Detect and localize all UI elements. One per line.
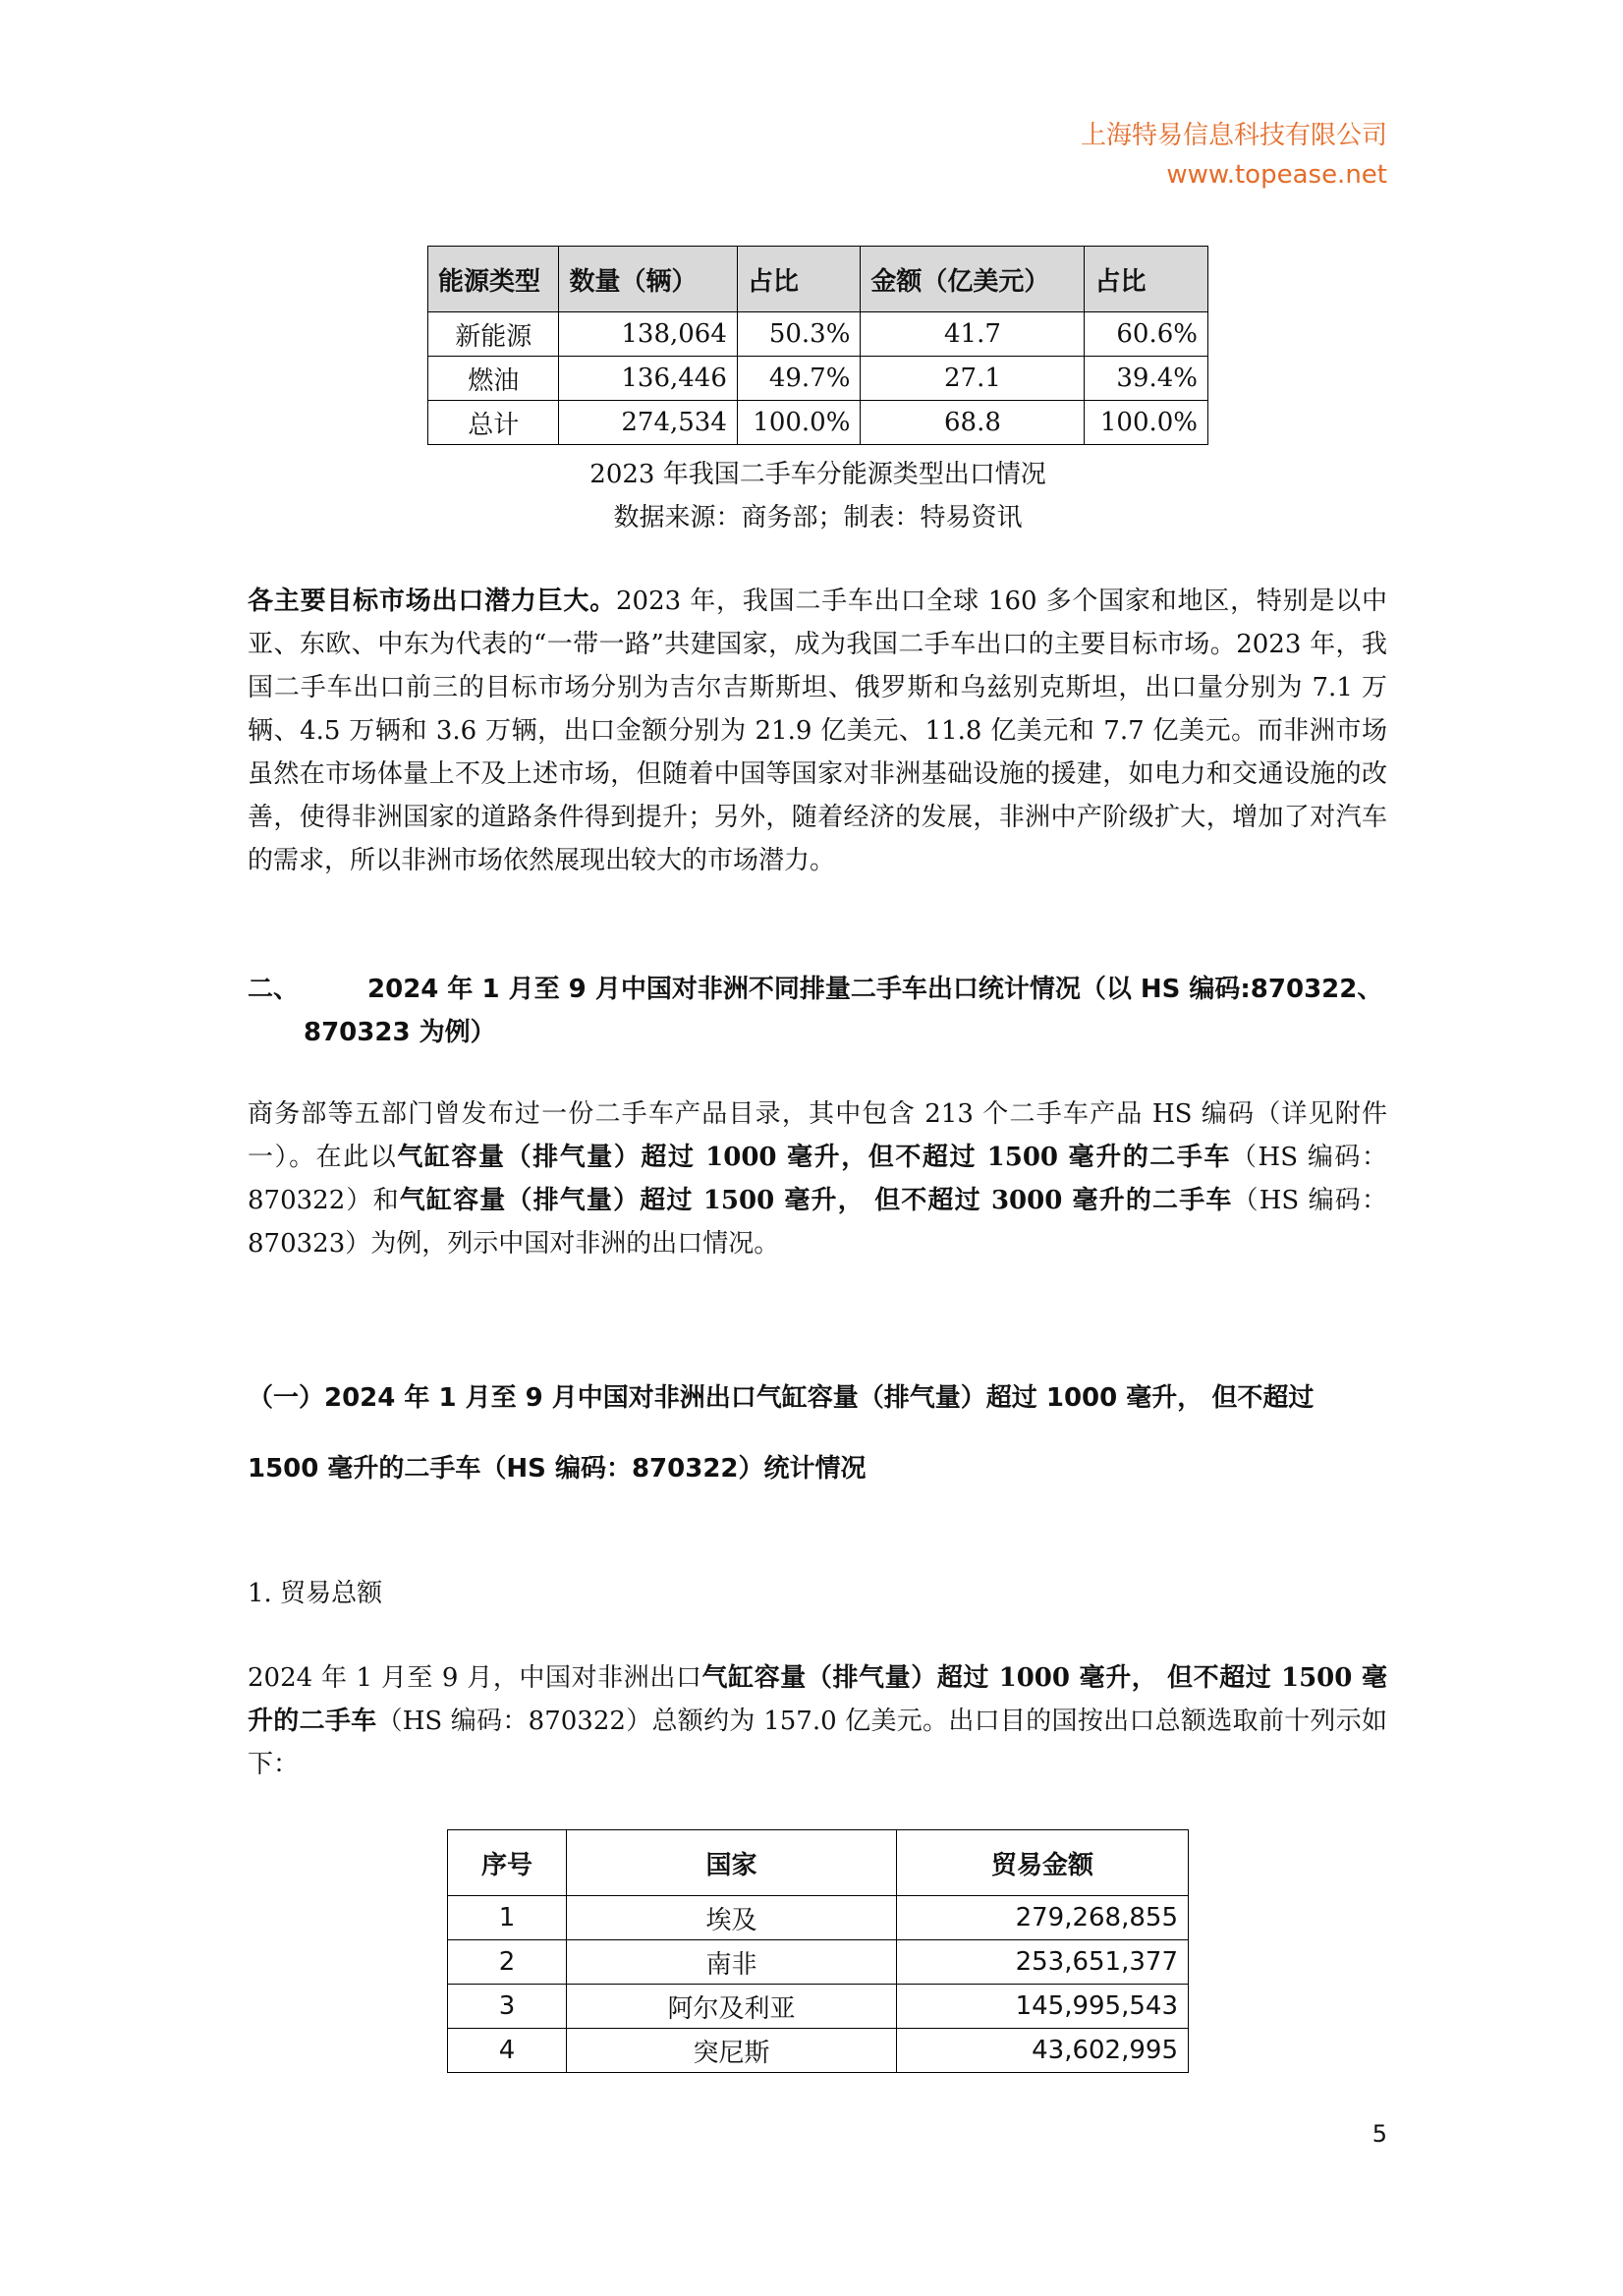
paragraph-text: 2024 年 1 月至 9 月，中国对非洲出口: [248, 1663, 702, 1693]
intro-paragraph: [248, 1092, 1387, 1265]
subsection-heading: [248, 1363, 1387, 1504]
paragraph-bold: 气缸容量（排气量）超过 1500 毫升， 但不超过 3000 毫升的二手车: [399, 1186, 1233, 1215]
table-cell: 阿尔及利亚: [567, 1985, 897, 2029]
table-cell: 南非: [567, 1940, 897, 1985]
table-cell: 100.0%: [737, 401, 861, 445]
table-row: [448, 1985, 1189, 2029]
table-cell: 49.7%: [737, 357, 861, 401]
table-source: 数据来源：商务部；制表：特易资讯: [613, 503, 1023, 532]
table-caption: 2023 年我国二手车分能源类型出口情况: [589, 460, 1046, 489]
paragraph-text: （HS 编码：870323）为例，列示中国对非洲的出口情况。: [248, 1186, 1387, 1259]
table-cell: 279,268,855: [897, 1896, 1189, 1940]
paragraph-bold: 气缸容量（排气量）超过 1000 毫升，但不超过 1500 毫升的二手车: [397, 1143, 1231, 1172]
subsection-title-line1: （一）2024 年 1 月至 9 月中国对非洲出口气缸容量（排气量）超过 1000 毫升， 但不超过: [248, 1383, 1315, 1413]
paragraph-text: 商务部等五部门曾发布过一份二手车产品目录，其中包含 213 个二手车产品 HS 编码（详见附件一）。在此以: [248, 1099, 1387, 1172]
table-cell: 100.0%: [1085, 401, 1208, 445]
market-potential-paragraph: [248, 580, 1387, 882]
column-header: 国家: [567, 1830, 897, 1896]
column-header: 占比: [1085, 247, 1208, 312]
table-cell: 68.8: [861, 401, 1085, 445]
subsection-title-line2: 1500 毫升的二手车（HS 编码：870322）统计情况: [248, 1454, 867, 1484]
table-cell: 145,995,543: [897, 1985, 1189, 2029]
company-name: 上海特易信息科技有限公司: [1080, 121, 1387, 150]
section-heading: [248, 968, 1387, 1054]
table-header-row: [428, 247, 1208, 312]
table-cell: 41.7: [861, 312, 1085, 357]
section-number: 二、: [248, 975, 300, 1004]
column-header: 贸易金额: [897, 1830, 1189, 1896]
paragraph-text: （HS 编码：870322）总额约为 157.0 亿美元。出口目的国按出口总额选取前十列示如下：: [248, 1707, 1387, 1779]
trade-total-paragraph: [248, 1656, 1387, 1786]
column-header: 序号: [448, 1830, 567, 1896]
table-cell: 138,064: [559, 312, 737, 357]
table-row: [448, 2029, 1189, 2073]
top-countries-table: [447, 1829, 1189, 2073]
paragraph-bold: 气缸容量（排气量）超过 1000 毫升， 但不超过 1500 毫升的二手车: [248, 1663, 1387, 1736]
table-cell: 253,651,377: [897, 1940, 1189, 1985]
section-title-line2: 870323 为例）: [304, 1018, 496, 1047]
table-row: [428, 312, 1208, 357]
table-cell: 43,602,995: [897, 2029, 1189, 2073]
page-header: [1081, 116, 1387, 195]
table-row: [428, 401, 1208, 445]
column-header: 占比: [737, 247, 861, 312]
energy-type-export-table: [427, 246, 1208, 445]
table-cell: 27.1: [861, 357, 1085, 401]
table-cell: 60.6%: [1085, 312, 1208, 357]
table-cell: 突尼斯: [567, 2029, 897, 2073]
column-header: 数量（辆）: [559, 247, 737, 312]
paragraph-text: （HS 编码：870322）和: [248, 1143, 1387, 1215]
table-cell: 新能源: [428, 312, 559, 357]
table-row: [448, 1896, 1189, 1940]
paragraph-text: 2023 年，我国二手车出口全球 160 多个国家和地区，特别是以中亚、东欧、中东为代表的“一带一路”共建国家，成为我国二手车出口的主要目标市场。2023 年，我国二手车出口前三的目标市场分别为吉尔吉斯斯坦、俄罗斯和乌兹别克斯坦，出口量分别为 7.1 万辆、4.5 万辆和 3.6 万辆，出口金额分别为 21.9 亿美元、11.8 亿美元和 7.7 亿美元。而非洲市场虽然在市场体量上不及上述市场，但随着中国等国家对非洲基础设施的援建，如电力和交通设施的改善，使得非洲国家的道路条件得到提升；另外，随着经济的发展，非洲中产阶级扩大，增加了对汽车的需求，所以非洲市场依然展现出较大的市场潜力。: [248, 587, 1387, 875]
table-row: [448, 1940, 1189, 1985]
table-cell: 136,446: [559, 357, 737, 401]
table-cell: 50.3%: [737, 312, 861, 357]
table-cell: 埃及: [567, 1896, 897, 1940]
column-header: 能源类型: [428, 247, 559, 312]
page-number: 5: [1371, 2120, 1387, 2148]
table-cell: 274,534: [559, 401, 737, 445]
company-website: www.topease.net: [1166, 160, 1387, 190]
table-header-row: [448, 1830, 1189, 1896]
table-cell: 4: [448, 2029, 567, 2073]
table-cell: 1: [448, 1896, 567, 1940]
section-title-line1: 2024 年 1 月至 9 月中国对非洲不同排量二手车出口统计情况（以 HS 编码:870322、: [367, 975, 1383, 1004]
paragraph-lead: 各主要目标市场出口潜力巨大。: [248, 587, 616, 616]
column-header: 金额（亿美元）: [861, 247, 1085, 312]
table-cell: 39.4%: [1085, 357, 1208, 401]
table-cell: 2: [448, 1940, 567, 1985]
table-cell: 总计: [428, 401, 559, 445]
table-row: [428, 357, 1208, 401]
table-cell: 燃油: [428, 357, 559, 401]
table-cell: 3: [448, 1985, 567, 2029]
item-label: 1. 贸易总额: [248, 1579, 383, 1608]
